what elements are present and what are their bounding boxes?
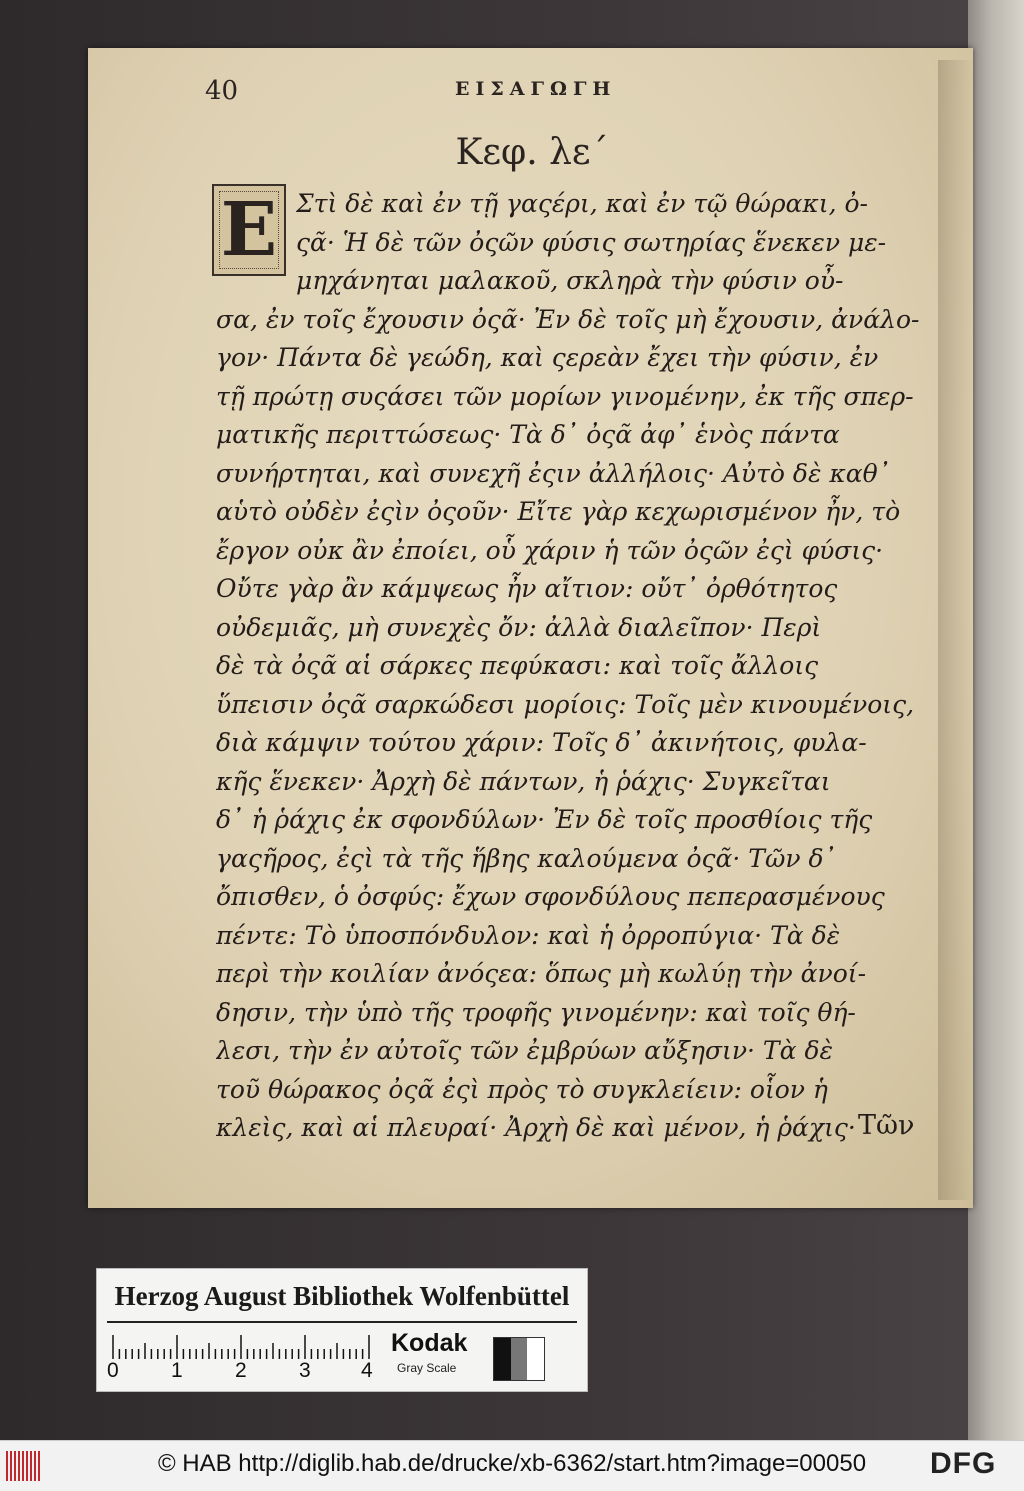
catchword: Τῶν	[858, 1110, 915, 1141]
text-line: Οὔτε γὰρ ἂν κάμψεως ἦν αἴτιον: οὔτ᾽ ὀρθότητος	[216, 574, 838, 603]
scale-number: 1	[171, 1359, 183, 1382]
text-line: ὕπεισιν ὀςᾶ σαρκώδεσι μορίοις: Τοῖς μὲν κινουμένοις,	[216, 689, 915, 719]
text-line: τοῦ θώρακος ὀςᾶ ἐςὶ πρὸς τὸ συγκλείειν: οἷον ἡ	[216, 1074, 828, 1104]
text-line: περὶ τὴν κοιλίαν ἀνόςεα: ὅπως μὴ κωλύῃ τὴν ἀνοί-	[216, 959, 867, 988]
text-line: δ᾽ ἡ ῥάχις ἐκ σφονδύλων· Ἐν δὲ τοῖς προσθίοις τῆς	[216, 805, 873, 834]
text-line: μηχάνηται μαλακοῦ, σκληρὰ τὴν φύσιν οὖ-	[296, 266, 844, 295]
adjacent-page-edge	[968, 0, 1024, 1440]
text-line: συνήρτηται, καὶ συνεχῆ ἐςιν ἀλλήλοις· Αὐτὸ δὲ καθ᾽	[216, 458, 891, 488]
text-line: δησιν, τὴν ὑπὸ τῆς τροφῆς γινομένην: καὶ τοῖς θή-	[216, 997, 856, 1027]
text-line: ἔργον οὐκ ἂν ἐποίει, οὗ χάριν ἡ τῶν ὀςῶν ἐςὶ φύσις·	[216, 535, 884, 565]
text-line: λεσι, τὴν ἐν αὐτοῖς τῶν ἐμβρύων αὔξησιν· Τὰ δὲ	[216, 1036, 833, 1065]
text-line: κλεὶς, καὶ αἱ πλευραί· Ἀρχὴ δὲ καὶ μένον, ἡ ῥάχις·	[216, 1113, 856, 1142]
text-line: αὑτὸ οὐδὲν ἐςὶν ὀςοῦν· Εἴτε γὰρ κεχωρισμένον ἦν, τὸ	[216, 497, 901, 526]
running-head	[205, 76, 765, 106]
ruler-scale	[111, 1333, 371, 1359]
text-line: γον· Πάντα δὲ γεώδη, καὶ ςερεὰν ἔχει τὴν φύσιν, ἐν	[216, 343, 879, 372]
gray-scale-label: Gray Scale	[397, 1361, 457, 1375]
initial-letter: Ε	[220, 187, 278, 273]
decorated-initial	[212, 184, 286, 276]
kodak-brand: Kodak	[391, 1329, 468, 1357]
text-line: τῇ πρώτῃ συςάσει τῶν μορίων γινομένην, ἐκ τῆς σπερ-	[216, 381, 914, 411]
text-line: γαςῆρος, ἐςὶ τὰ τῆς ἥβης καλούμενα ὀςᾶ· Τῶν δ᾽	[216, 843, 837, 873]
scale-number: 2	[235, 1359, 247, 1382]
text-line: ςᾶ· Ἡ δὲ τῶν ὀςῶν φύσις σωτηρίας ἕνεκεν με-	[296, 227, 887, 257]
copyright-url[interactable]: © HAB http://diglib.hab.de/drucke/xb-6362/start.htm?image=00050	[157, 1450, 867, 1477]
ruler-numbers	[107, 1359, 377, 1385]
gray-scale-patch	[493, 1337, 545, 1381]
text-line: ὄπισθεν, ὁ ὀσφύς: ἔχων σφονδύλους πεπερασμένους	[216, 882, 885, 911]
header-title: ΕΙΣΑΓΩΓΗ	[455, 78, 617, 100]
dfg-logo: DFG	[930, 1447, 997, 1480]
scale-number: 3	[299, 1359, 311, 1382]
text-line: διὰ κάμψιν τούτου χάριν: Τοῖς δ᾽ ἀκινήτοις, φυλα-	[216, 728, 867, 757]
footer-bar	[0, 1440, 1024, 1491]
label-divider	[107, 1321, 577, 1323]
library-name: Herzog August Bibliothek Wolfenbüttel	[114, 1281, 570, 1311]
text-line: οὐδεμιᾶς, μὴ συνεχὲς ὄν: ἀλλὰ διαλεῖπον· Περὶ	[216, 612, 822, 642]
text-line: κῆς ἕνεκεν· Ἀρχὴ δὲ πάντων, ἡ ῥάχις· Συγκεῖται	[216, 766, 831, 796]
page-number: 40	[205, 76, 239, 106]
text-line: πέντε: Τὸ ὑποσπόνδυλον: καὶ ἡ ὀρροπύγια· Τὰ δὲ	[216, 920, 841, 950]
text-line: σα, ἐν τοῖς ἔχουσιν ὀςᾶ· Ἐν δὲ τοῖς μὴ ἔχουσιν, ἀνάλο-	[216, 304, 920, 334]
scale-number: 0	[107, 1359, 119, 1382]
chapter-heading: Κεφ. λε´	[455, 132, 609, 173]
scale-number: 4	[361, 1359, 373, 1382]
library-scale-card	[96, 1268, 588, 1392]
text-line: ματικῆς περιττώσεως· Τὰ δ᾽ ὀςᾶ ἀφ᾽ ἑνὸς πάντα	[216, 420, 840, 449]
text-line: Στὶ δὲ καὶ ἐν τῇ γαςέρι, καὶ ἐν τῷ θώρακι, ὀ-	[296, 189, 868, 218]
page-gutter-shadow	[938, 60, 973, 1200]
text-line: δὲ τὰ ὀςᾶ αἱ σάρκες πεφύκασι: καὶ τοῖς ἄλλοις	[216, 651, 819, 680]
